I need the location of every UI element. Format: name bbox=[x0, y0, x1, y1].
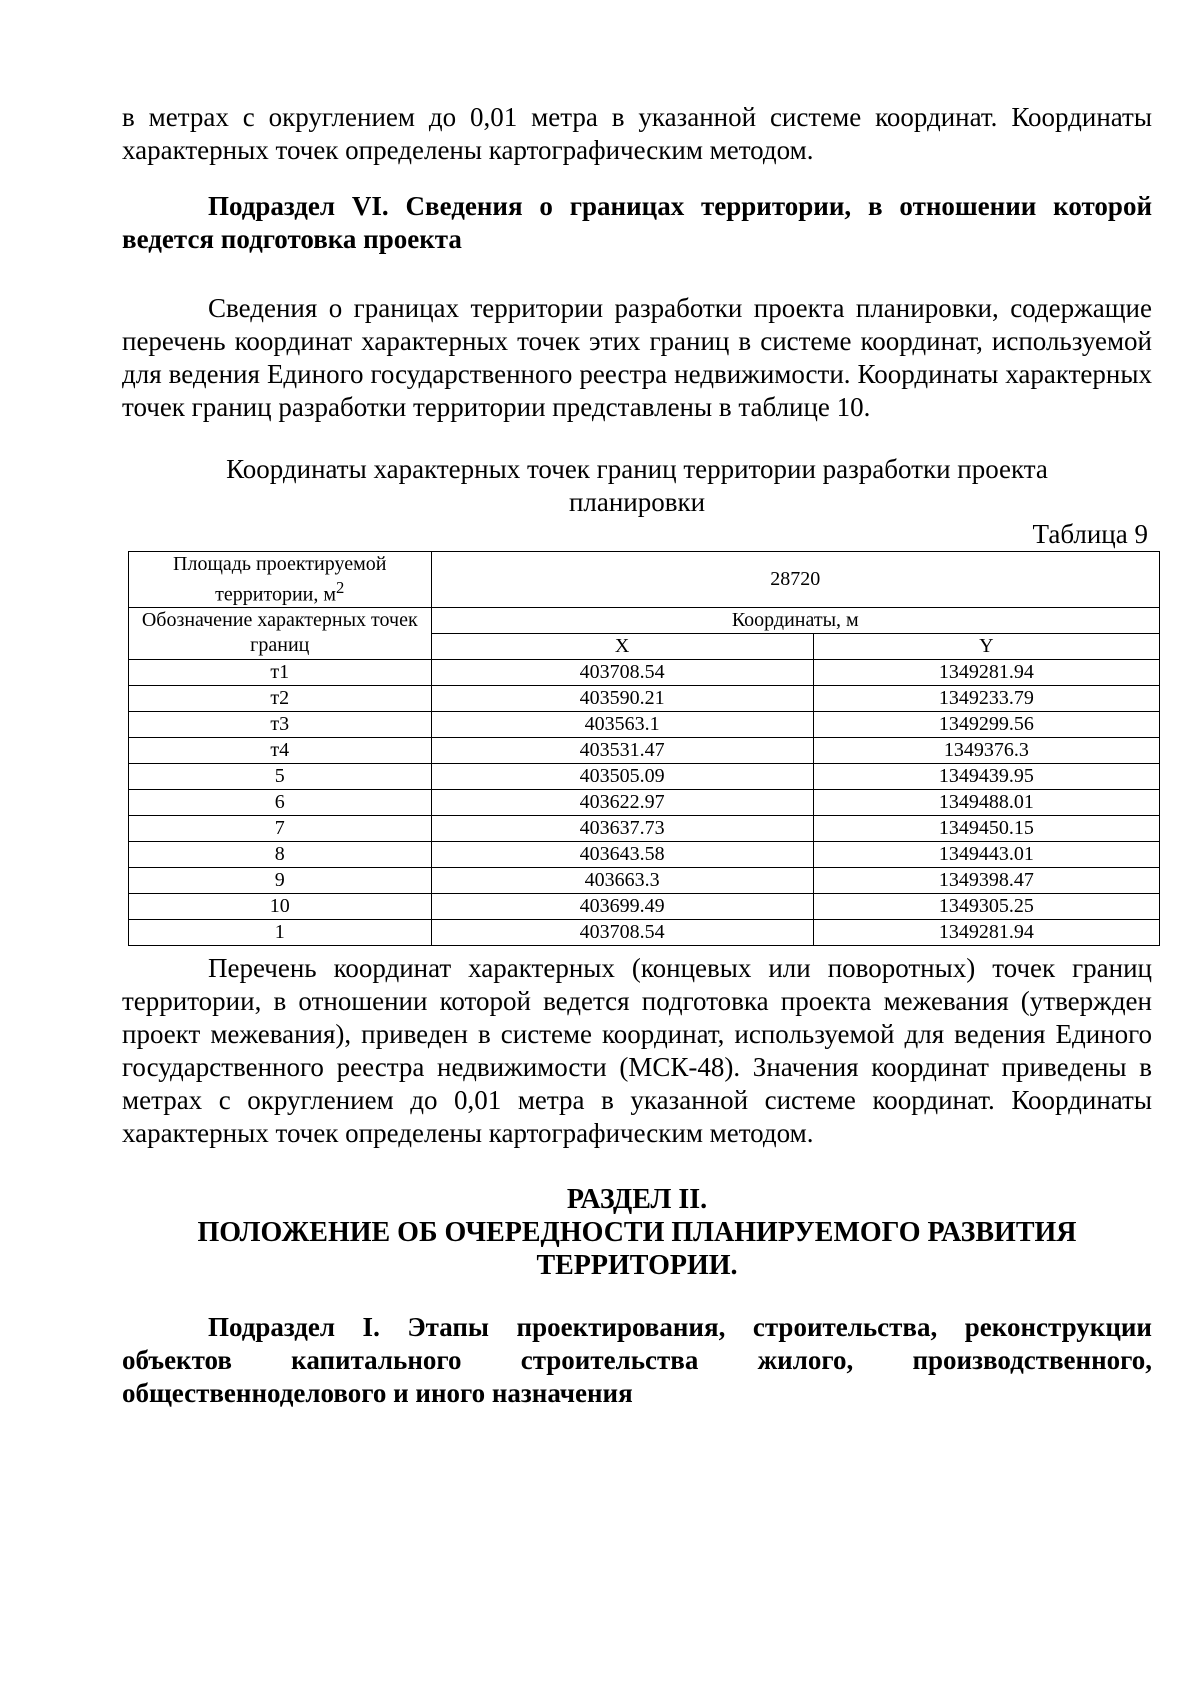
x-value-cell: 403563.1 bbox=[431, 711, 813, 737]
subsection-6-heading: Подраздел VI. Сведения о границах территории, в отношении которой ведется подготовка проекта bbox=[122, 191, 1152, 254]
y-value-cell: 1349281.94 bbox=[813, 659, 1159, 685]
table-row bbox=[129, 815, 1160, 841]
point-cell: т3 bbox=[129, 711, 432, 737]
column-x-header: X bbox=[431, 633, 813, 659]
y-value-cell: 1349233.79 bbox=[813, 685, 1159, 711]
table-caption bbox=[122, 453, 1152, 519]
x-value-cell: 403622.97 bbox=[431, 789, 813, 815]
point-cell: т4 bbox=[129, 737, 432, 763]
x-value-cell: 403663.3 bbox=[431, 867, 813, 893]
x-value-cell: 403643.58 bbox=[431, 841, 813, 867]
table-row bbox=[129, 659, 1160, 685]
intro-paragraph: в метрах с округлением до 0,01 метра в указанной системе координат. Координаты характерных точек определены картографическим методом. bbox=[122, 102, 1152, 165]
area-label-cell bbox=[129, 552, 432, 608]
table-caption-text: Координаты характерных точек границ территории разработки проекта планировки bbox=[226, 454, 1048, 517]
area-value-cell: 28720 bbox=[431, 552, 1159, 608]
y-value-cell: 1349376.3 bbox=[813, 737, 1159, 763]
table-row-area bbox=[129, 552, 1160, 608]
x-value-cell: 403531.47 bbox=[431, 737, 813, 763]
table-row bbox=[129, 685, 1160, 711]
point-cell: 7 bbox=[129, 815, 432, 841]
coords-label-cell: Координаты, м bbox=[431, 607, 1159, 633]
table-header-row bbox=[129, 607, 1160, 633]
point-cell: т1 bbox=[129, 659, 432, 685]
x-value-cell: 403708.54 bbox=[431, 919, 813, 945]
y-value-cell: 1349488.01 bbox=[813, 789, 1159, 815]
section-2-subtitle: ПОЛОЖЕНИЕ ОБ ОЧЕРЕДНОСТИ ПЛАНИРУЕМОГО РАЗВИТИЯ ТЕРРИТОРИИ. bbox=[197, 1217, 1077, 1281]
y-value-cell: 1349281.94 bbox=[813, 919, 1159, 945]
table-row bbox=[129, 919, 1160, 945]
point-cell: 9 bbox=[129, 867, 432, 893]
table-row bbox=[129, 763, 1160, 789]
y-value-cell: 1349305.25 bbox=[813, 893, 1159, 919]
y-value-cell: 1349450.15 bbox=[813, 815, 1159, 841]
point-cell: 5 bbox=[129, 763, 432, 789]
subsection-6-body: Сведения о границах территории разработки проекта планировки, содержащие перечень координат характерных точек этих границ в системе координат, используемой для ведения Единого государственного реестра недвижимости. Координаты характерных точек границ разработки территории представлены в таблице 10. bbox=[122, 293, 1152, 422]
column-y-header: Y bbox=[813, 633, 1159, 659]
point-cell: 8 bbox=[129, 841, 432, 867]
point-cell: т2 bbox=[129, 685, 432, 711]
point-cell: 10 bbox=[129, 893, 432, 919]
table-number-label: Таблица 9 bbox=[1032, 519, 1148, 549]
point-cell: 6 bbox=[129, 789, 432, 815]
subsection-1-heading: Подраздел I. Этапы проектирования, строительства, реконструкции объектов капитального строительства жилого, производственного, общественноделового и иного назначения bbox=[122, 1312, 1152, 1408]
y-value-cell: 1349439.95 bbox=[813, 763, 1159, 789]
table-row bbox=[129, 789, 1160, 815]
x-value-cell: 403505.09 bbox=[431, 763, 813, 789]
table-row bbox=[129, 867, 1160, 893]
x-value-cell: 403699.49 bbox=[431, 893, 813, 919]
coordinates-list-paragraph: Перечень координат характерных (концевых или поворотных) точек границ территории, в отношении которой ведется подготовка проекта межевания (утвержден проект межевания), приведен в системе координат, используемой для ведения Единого государственного реестра недвижимости (МСК-48). Значения координат приведены в метрах с округлением до 0,01 метра в указанной системе координат. Координаты характерных точек определены картографическим методом. bbox=[122, 953, 1152, 1148]
x-value-cell: 403590.21 bbox=[431, 685, 813, 711]
y-value-cell: 1349398.47 bbox=[813, 867, 1159, 893]
point-cell: 1 bbox=[129, 919, 432, 945]
section-2-title: РАЗДЕЛ II. bbox=[566, 1184, 708, 1215]
section-2-heading bbox=[122, 1183, 1152, 1282]
y-value-cell: 1349299.56 bbox=[813, 711, 1159, 737]
table-row bbox=[129, 841, 1160, 867]
table-row bbox=[129, 711, 1160, 737]
x-value-cell: 403708.54 bbox=[431, 659, 813, 685]
points-label-cell: Обозначение характерных точек границ bbox=[129, 607, 432, 659]
table-row bbox=[129, 737, 1160, 763]
x-value-cell: 403637.73 bbox=[431, 815, 813, 841]
coordinates-table bbox=[128, 551, 1160, 946]
table-row bbox=[129, 893, 1160, 919]
area-label: Площадь проектируемой территории, м bbox=[173, 553, 387, 606]
y-value-cell: 1349443.01 bbox=[813, 841, 1159, 867]
area-unit-superscript: 2 bbox=[336, 578, 345, 597]
